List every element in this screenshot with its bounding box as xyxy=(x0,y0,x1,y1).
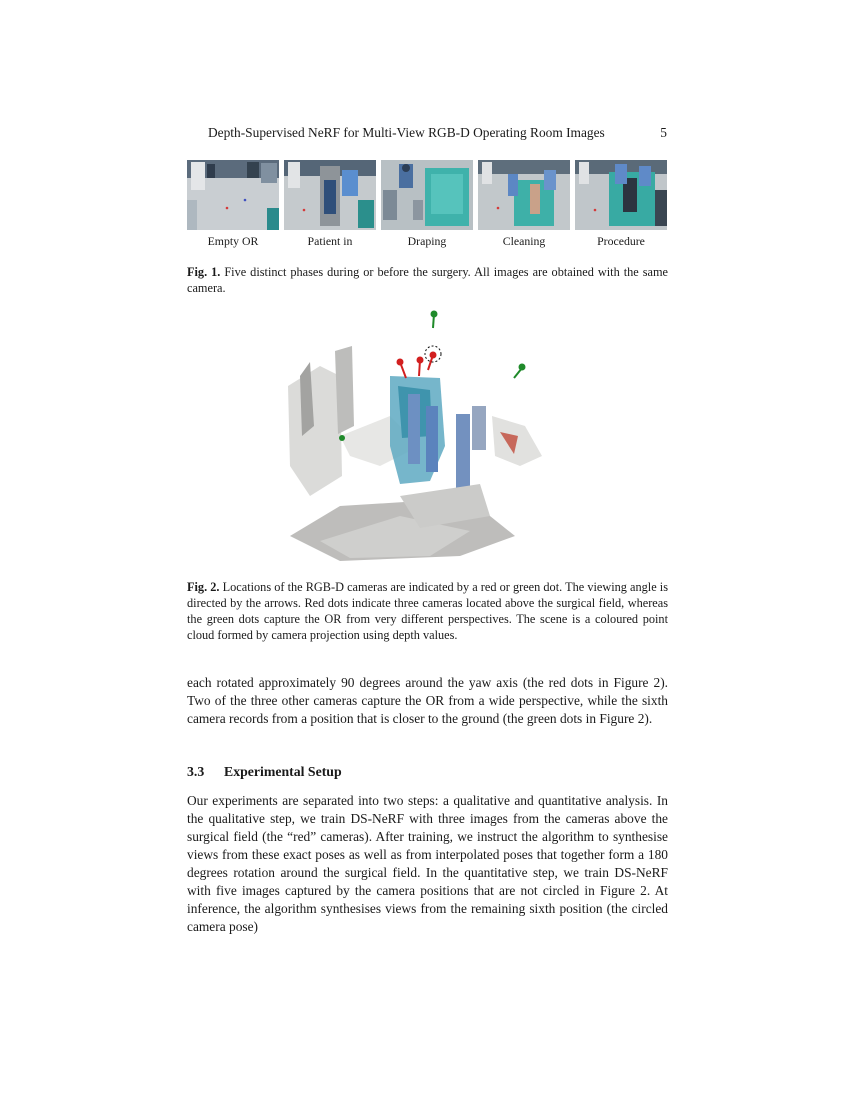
thumbnail-cleaning xyxy=(478,160,570,230)
running-title: Depth-Supervised NeRF for Multi-View RGB-D Operating Room Images xyxy=(208,125,605,140)
running-head xyxy=(187,125,667,145)
section-number: 3.3 xyxy=(187,764,205,779)
section-heading xyxy=(187,764,342,780)
right-equipment xyxy=(492,416,542,466)
staff-figure-3 xyxy=(456,414,470,496)
label-procedure: Procedure xyxy=(597,234,645,248)
page-number: 5 xyxy=(660,125,667,140)
point-cloud-illustration xyxy=(280,306,550,564)
staff-figure-1 xyxy=(408,394,420,464)
label-patient-in: Patient in xyxy=(307,234,353,248)
camera-dot-red-3 xyxy=(430,352,437,359)
figure-2 xyxy=(280,306,550,564)
camera-dot-green-right xyxy=(519,364,526,371)
thumbnail-draping xyxy=(381,160,473,230)
staff-figure-4 xyxy=(472,406,486,450)
camera-dot-green-low xyxy=(339,435,345,441)
left-wall xyxy=(288,366,342,496)
thumbnail-patient-in xyxy=(284,160,376,230)
camera-dot-red-2 xyxy=(417,357,424,364)
paragraph-1: each rotated approximately 90 degrees around the yaw axis (the red dots in Figure 2). Two of the three other cameras capture the OR from a wide perspective, while the sixth camera records from a position that is closer to the ground (the green dots in Figure 2). xyxy=(187,675,668,726)
figure-1 xyxy=(187,160,668,254)
camera-dot-red-1 xyxy=(397,359,404,366)
figure-1-caption-label: Fig. 1. xyxy=(187,265,221,279)
figure-2-caption xyxy=(187,579,668,643)
left-panel xyxy=(335,346,354,434)
figure-2-caption-text: Locations of the RGB-D cameras are indicated by a red or green dot. The viewing angle is directed by the arrows. Red dots indicate three cameras located above the surgical field, whereas the green dots capture the OR from very different perspectives. The scene is a coloured point cloud formed by camera projection using depth values. xyxy=(187,580,668,642)
figure-1-images xyxy=(187,160,668,232)
label-cleaning: Cleaning xyxy=(502,234,546,248)
section-title: Experimental Setup xyxy=(224,764,342,779)
paragraph-2: Our experiments are separated into two steps: a qualitative and quantitative analysis. In the qualitative step, we train DS-NeRF with three images from the cameras above the surgical field (the “red” cameras). After training, we instruct the algorithm to synthesise views from these exact poses as well as from interpolated poses that together form a 180 degrees rotation around the surgical field. In the quantitative step, we train DS-NeRF with five images captured by the camera positions that are not circled in Figure 2. At inference, the algorithm synthesises views from the remaining sixth position (the circled camera pose) xyxy=(187,793,668,934)
thumbnail-procedure xyxy=(575,160,667,230)
figure-1-caption-text: Five distinct phases during or before the surgery. All images are obtained with the same camera. xyxy=(187,265,668,295)
thumbnail-empty-or xyxy=(187,160,279,230)
staff-figure-2 xyxy=(426,406,438,472)
figure-1-caption xyxy=(187,264,668,296)
camera-dot-green-top xyxy=(431,311,438,318)
figure-1-labels xyxy=(187,234,668,254)
label-draping: Draping xyxy=(407,234,447,248)
label-empty-or: Empty OR xyxy=(207,234,259,248)
figure-2-caption-label: Fig. 2. xyxy=(187,580,220,594)
